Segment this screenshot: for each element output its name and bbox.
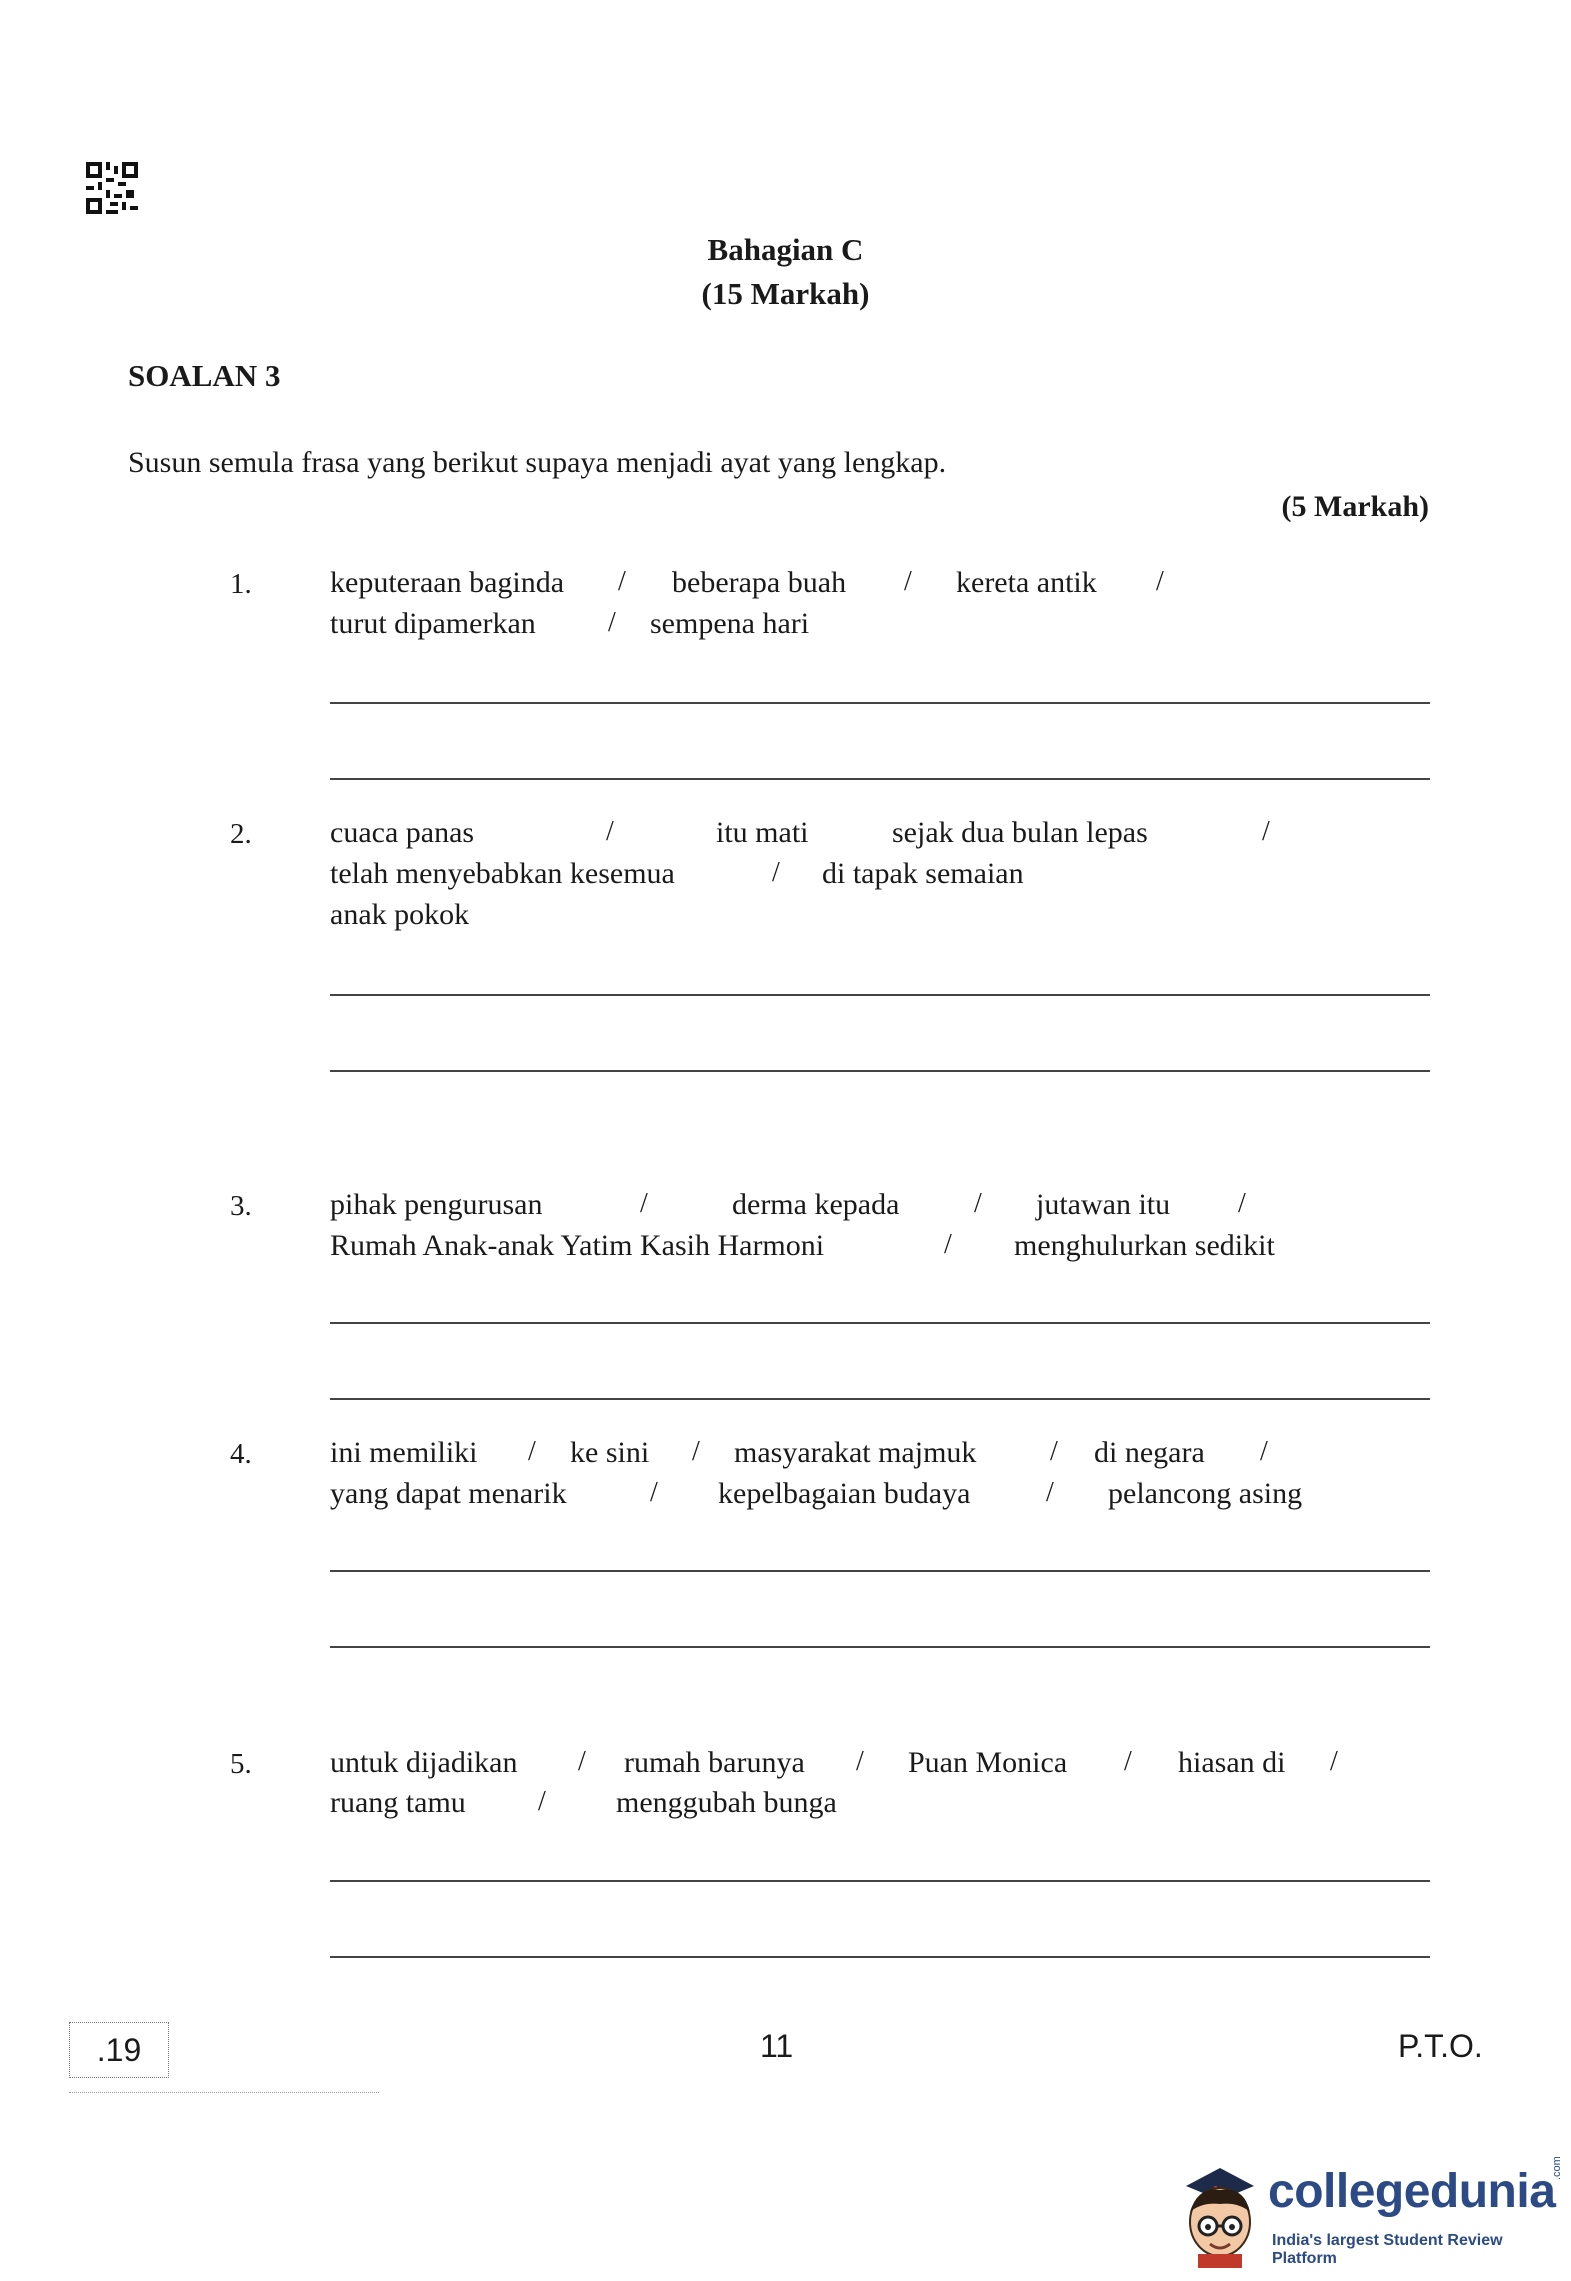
separator: / xyxy=(692,1436,700,1467)
item-number: 1. xyxy=(230,568,252,600)
item-number: 3. xyxy=(230,1190,252,1222)
separator: / xyxy=(1124,1746,1132,1777)
phrase: pelancong asing xyxy=(1108,1477,1303,1510)
separator: / xyxy=(606,816,614,847)
answer-line[interactable] xyxy=(330,1646,1430,1648)
phrase: di tapak semaian xyxy=(822,857,1024,890)
separator: / xyxy=(974,1188,982,1219)
separator: / xyxy=(1046,1477,1054,1508)
phrase: sempena hari xyxy=(650,607,810,640)
phrase: ke sini xyxy=(570,1436,650,1469)
phrase: pihak pengurusan xyxy=(330,1188,543,1221)
phrase: menghulurkan sedikit xyxy=(1014,1229,1275,1262)
separator: / xyxy=(944,1229,952,1260)
separator: / xyxy=(772,857,780,888)
separator: / xyxy=(904,566,912,597)
separator: / xyxy=(1156,566,1164,597)
brand-tagline: India's largest Student Review Platform xyxy=(1272,2232,1503,2267)
phrase: Rumah Anak-anak Yatim Kasih Harmoni xyxy=(330,1229,825,1262)
pto-label: P.T.O. xyxy=(1398,2028,1483,2064)
phrase: di negara xyxy=(1094,1436,1205,1469)
question-title: SOALAN 3 xyxy=(128,358,281,393)
paper-code: .19 xyxy=(69,2022,169,2078)
phrase: cuaca panas xyxy=(330,816,475,849)
separator: / xyxy=(1260,1436,1268,1467)
answer-line[interactable] xyxy=(330,1322,1430,1324)
answer-line[interactable] xyxy=(330,702,1430,704)
answer-line[interactable] xyxy=(330,1070,1430,1072)
brand-suffix: .com xyxy=(1551,2156,1563,2180)
separator: / xyxy=(1262,816,1270,847)
question-marks: (5 Markah) xyxy=(1281,490,1429,523)
section-marks: (15 Markah) xyxy=(701,276,870,311)
phrase: ini memiliki xyxy=(330,1436,478,1469)
phrase: rumah barunya xyxy=(624,1746,805,1779)
phrase: untuk dijadikan xyxy=(330,1746,518,1779)
phrase: beberapa buah xyxy=(672,566,847,599)
item-number: 5. xyxy=(230,1748,252,1780)
footer-divider xyxy=(69,2092,379,2093)
answer-line[interactable] xyxy=(330,1398,1430,1400)
phrase: menggubah bunga xyxy=(616,1786,837,1819)
item-number: 2. xyxy=(230,818,252,850)
question-instruction: Susun semula frasa yang berikut supaya menjadi ayat yang lengkap. xyxy=(128,446,947,479)
phrase: Puan Monica xyxy=(908,1746,1068,1779)
answer-line[interactable] xyxy=(330,1956,1430,1958)
phrase: sejak dua bulan lepas xyxy=(892,816,1148,849)
separator: / xyxy=(578,1746,586,1777)
phrase: telah menyebabkan kesemua xyxy=(330,857,675,890)
phrase: hiasan di xyxy=(1178,1746,1286,1779)
separator: / xyxy=(528,1436,536,1467)
phrase: kepelbagaian budaya xyxy=(718,1477,971,1510)
answer-line[interactable] xyxy=(330,1880,1430,1882)
phrase: keputeraan baginda xyxy=(330,566,565,599)
item-number: 4. xyxy=(230,1438,252,1470)
phrase: derma kepada xyxy=(732,1188,900,1221)
answer-line[interactable] xyxy=(330,778,1430,780)
phrase: turut dipamerkan xyxy=(330,607,536,640)
separator: / xyxy=(1330,1746,1338,1777)
phrase: yang dapat menarik xyxy=(330,1477,567,1510)
separator: / xyxy=(856,1746,864,1777)
answer-line[interactable] xyxy=(330,1570,1430,1572)
mascot-logo-icon xyxy=(1168,2156,1268,2268)
qr-code-icon xyxy=(86,162,138,214)
separator: / xyxy=(608,607,616,638)
separator: / xyxy=(538,1786,546,1817)
phrase: masyarakat majmuk xyxy=(734,1436,977,1469)
phrase: jutawan itu xyxy=(1036,1188,1171,1221)
page-number: 11 xyxy=(760,2028,794,2064)
phrase: kereta antik xyxy=(956,566,1097,599)
phrase: ruang tamu xyxy=(330,1786,466,1819)
section-title: Bahagian C xyxy=(707,232,864,267)
separator: / xyxy=(1050,1436,1058,1467)
separator: / xyxy=(1238,1188,1246,1219)
separator: / xyxy=(640,1188,648,1219)
answer-line[interactable] xyxy=(330,994,1430,996)
phrase: anak pokok xyxy=(330,898,470,931)
separator: / xyxy=(650,1477,658,1508)
phrase: itu mati xyxy=(716,816,809,849)
separator: / xyxy=(618,566,626,597)
brand-name: collegedunia xyxy=(1268,2165,1556,2218)
